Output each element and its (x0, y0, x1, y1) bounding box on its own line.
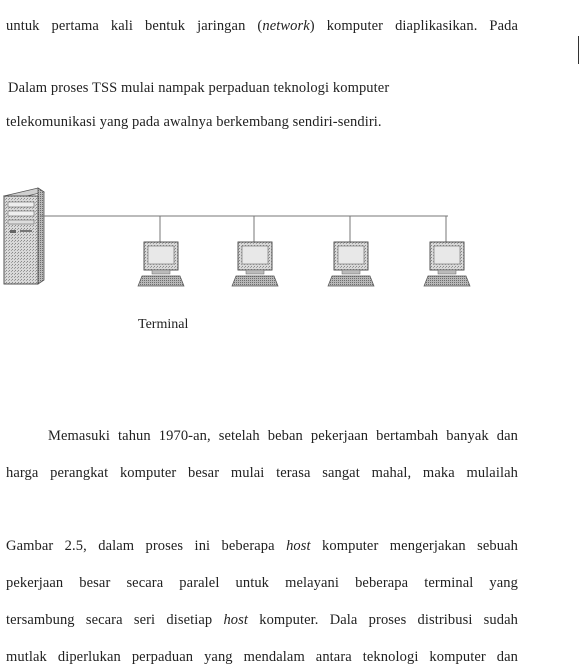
text-segment: ) komputer diaplikasikan. Pada (309, 18, 518, 34)
network-diagram (0, 180, 586, 350)
text-segment: tersambung secara seri disetiap (6, 612, 224, 628)
text-segment: Gambar 2.5, dalam proses ini beberapa (6, 538, 287, 554)
text-line-6 (6, 538, 518, 555)
network-diagram-svg (0, 180, 586, 350)
italic-term: host (286, 538, 311, 554)
text-line-1 (6, 18, 518, 35)
margin-mark (578, 36, 579, 64)
text-segment: untuk pertama kali bentuk jaringan ( (6, 18, 263, 34)
terminal-icon (328, 242, 374, 286)
figure-caption: Terminal (138, 317, 189, 332)
italic-term: network (262, 18, 310, 34)
text-line-8 (6, 612, 518, 629)
terminal-icon (232, 242, 278, 286)
text-line-9: mutlak diperlukan perpaduan yang mendalam antara teknologi komputer dan (6, 649, 518, 665)
text-segment: komputer. Dala proses distribusi sudah (248, 612, 518, 628)
text-line-3: telekomunikasi yang pada awalnya berkembang sendiri-sendiri. (6, 114, 382, 130)
text-line-2: Dalam proses TSS mulai nampak perpaduan teknologi komputer (8, 80, 390, 96)
text-segment: komputer mengerjakan sebuah (310, 538, 519, 554)
text-line-5: harga perangkat komputer besar mulai terasa sangat mahal, maka mulailah (6, 465, 518, 481)
terminal-icon (138, 242, 184, 286)
host-computer-icon (4, 188, 44, 284)
text-line-4: Memasuki tahun 1970-an, setelah beban pekerjaan bertambah banyak dan (48, 428, 518, 444)
terminal-icon (424, 242, 470, 286)
text-line-7: pekerjaan besar secara paralel untuk melayani beberapa terminal yang (6, 575, 518, 591)
italic-term: host (223, 612, 249, 628)
